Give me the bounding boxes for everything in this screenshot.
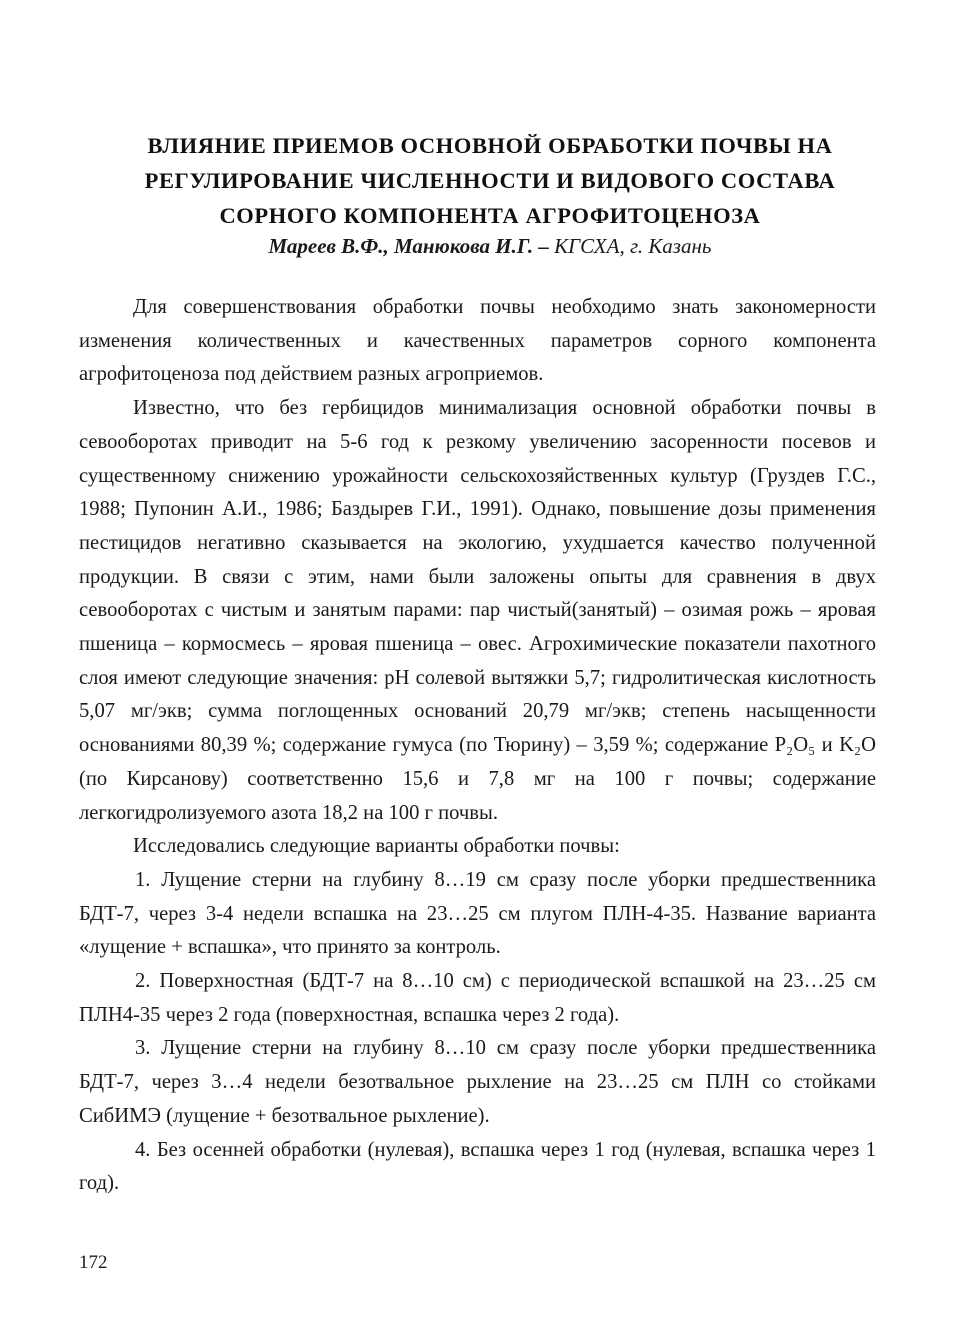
variant-item-4: 4. Без осенней обработки (нулевая), вспашка через 1 год (нулевая, вспашка через 1 год). (79, 1138, 876, 1195)
variant-item-3: 3. Лущение стерни на глубину 8…10 см сразу после уборки предшественника БДТ-7, через 3…4 недели безотвальное рыхление на 23…25 см ПЛН со стойками СибИМЭ (лущение + безотвальное рыхление). (79, 1037, 876, 1127)
page-number: 172 (79, 1252, 108, 1273)
paragraph-variants-heading: Исследовались следующие варианты обработки почвы: (133, 835, 620, 858)
title-line-3: СОРНОГО КОМПОНЕНТА АГРОФИТОЦЕНОЗА (219, 203, 761, 228)
variant-item-1: 1. Лущение стерни на глубину 8…19 см сразу после уборки предшественника БДТ-7, через 3-4 недели вспашка на 23…25 см плугом ПЛН-4-35. Название варианта «лущение + вспашка», что принято за контроль. (79, 868, 876, 959)
paragraph-intro: Для совершенствования обработки почвы необходимо знать закономерности изменения количественных и качественных параметров сорного компонента агрофитоценоза под действием разных агроприемов. (79, 296, 876, 386)
title-line-2: РЕГУЛИРОВАНИЕ ЧИСЛЕННОСТИ И ВИДОВОГО СОСТАВА (144, 168, 836, 193)
paragraph-background: Известно, что без гербицидов минимализация основной обработки почвы в севооборотах приводит на 5-6 год к резкому увеличению засоренности посевов и существенному снижению урожайности сельскохозяйственных культур (Груздев Г.С., 1988; Пупонин А.И., 1986; Баздырев Г.И., 1991). Однако, повышение дозы применения пестицидов негативно сказывается на экологию, ухудшается качество полученной продукции. В связи с этим, нами были заложены опыты для сравнения в двух севооборотах с чистым и занятым парами: пар чистый(занятый) – озимая рожь – яровая пшеница – кормосмесь – яровая пшеница – овес. Агрохимические показатели пахотного слоя имеют следующие значения: pH солевой вытяжки 5,7; гидролитическая кислотность 5,07 мг/экв; сумма поглощенных оснований 20,79 мг/экв; степень насыщенности основаниями 80,39 %; содержание гумуса (по Тюрину) – 3,59 %; содержание P₂O₅ и K₂O (по Кирсанову) соответственно 15,6 и 7,8 мг на 100 г почвы; содержание легкогидролизуемого азота 18,2 на 100 г почвы. (79, 397, 876, 824)
authors-names: Мареев В.Ф., Манюкова И.Г. (268, 234, 534, 258)
title-line-1: ВЛИЯНИЕ ПРИЕМОВ ОСНОВНОЙ ОБРАБОТКИ ПОЧВЫ НА (147, 133, 833, 158)
article-body (79, 291, 876, 1201)
authors-affiliation: КГСХА, г. Казань (554, 234, 712, 258)
variant-item-2: 2. Поверхностная (БДТ-7 на 8…10 см) с периодической вспашкой на 23…25 см ПЛН4-35 через 2 года (поверхностная, вспашка через 2 года). (79, 970, 876, 1026)
article-title (60, 128, 920, 233)
author-line (60, 231, 920, 261)
authors-dash: – (533, 234, 555, 258)
